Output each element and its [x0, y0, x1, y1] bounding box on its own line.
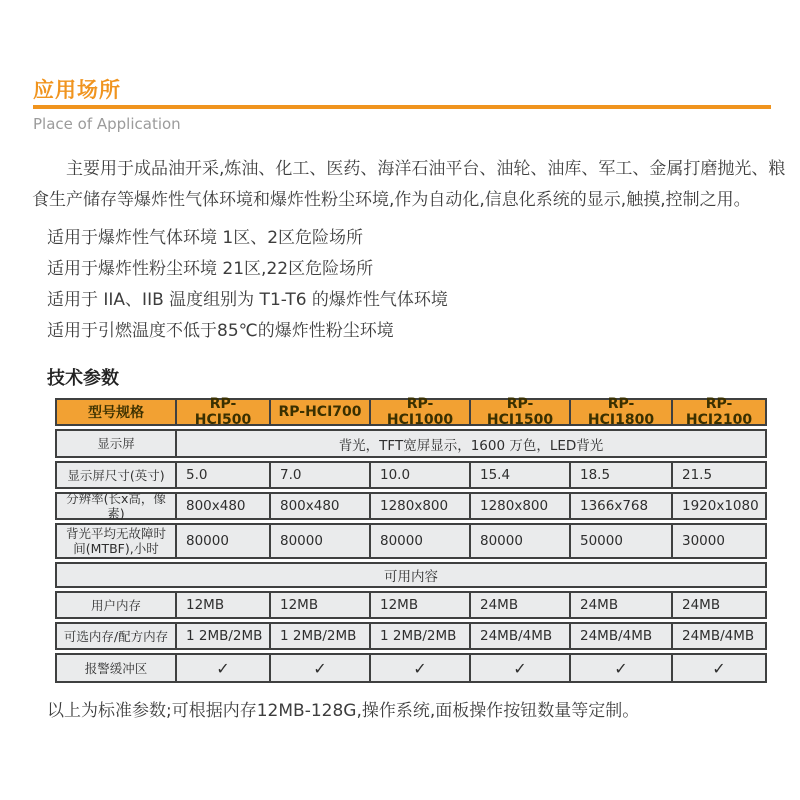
data-cell: 12MB [175, 591, 271, 619]
model-name-header-cell: RP-HCI2100 [671, 398, 767, 426]
data-cell: ✓ [569, 653, 673, 683]
section-title-en: Place of Application [33, 115, 181, 133]
data-cell: 15.4 [469, 461, 571, 489]
model-name-header-cell: RP-HCI1500 [469, 398, 571, 426]
data-cell: 24MB/4MB [569, 622, 673, 650]
data-cell: ✓ [269, 653, 371, 683]
row-label-cell: 报警缓冲区 [55, 653, 177, 683]
data-cell: ✓ [175, 653, 271, 683]
application-line: 适用于爆炸性粉尘环境 21区,22区危险场所 [47, 259, 374, 279]
data-cell: 1 2MB/2MB [175, 622, 271, 650]
table-row [55, 591, 767, 619]
full-span-cell: 可用内容 [55, 562, 767, 588]
section-title-zh: 应用场所 [33, 78, 121, 102]
data-cell: 7.0 [269, 461, 371, 489]
table-row [55, 653, 767, 683]
application-line: 适用于引燃温度不低于85℃的爆炸性粉尘环境 [47, 321, 394, 341]
data-cell: 1 2MB/2MB [369, 622, 471, 650]
data-cell: 30000 [671, 523, 767, 559]
table-row [55, 622, 767, 650]
intro-paragraph: 主要用于成品油开采,炼油、化工、医药、海洋石油平台、油轮、油库、军工、金属打磨抛光、粮食生产储存等爆炸性气体环境和爆炸性粉尘环境,作为自动化,信息化系统的显示,触摸,控制之用。 [32, 159, 786, 210]
data-cell: 5.0 [175, 461, 271, 489]
data-cell: 21.5 [671, 461, 767, 489]
data-cell: 24MB [671, 591, 767, 619]
application-lines [47, 223, 800, 347]
data-cell: 24MB [569, 591, 673, 619]
row-label-cell: 可选内存/配方内存 [55, 622, 177, 650]
accent-rule [33, 105, 771, 109]
table-row [55, 523, 767, 559]
application-line: 适用于 IIA、IIB 温度组别为 T1-T6 的爆炸性气体环境 [47, 290, 448, 310]
data-cell: 80000 [269, 523, 371, 559]
data-cell: 1280x800 [369, 492, 471, 520]
table-title: 技术参数 [47, 368, 119, 389]
data-cell: 1920x1080 [671, 492, 767, 520]
model-spec-header-cell: 型号规格 [55, 398, 177, 426]
data-cell: 1366x768 [569, 492, 673, 520]
data-cell: 1280x800 [469, 492, 571, 520]
data-cell: 24MB/4MB [671, 622, 767, 650]
table-row [55, 461, 767, 489]
data-cell: 18.5 [569, 461, 673, 489]
data-cell: 1 2MB/2MB [269, 622, 371, 650]
table-row [55, 429, 767, 458]
data-cell: 12MB [369, 591, 471, 619]
row-label-cell: 显示屏尺寸(英寸) [55, 461, 177, 489]
data-cell: 24MB/4MB [469, 622, 571, 650]
data-cell: ✓ [671, 653, 767, 683]
data-cell: 800x480 [175, 492, 271, 520]
spec-table [55, 398, 767, 683]
section-header [0, 0, 800, 133]
row-label-cell: 分辨率(长x高，像素) [55, 492, 177, 520]
table-row [55, 562, 767, 588]
row-label-cell: 背光平均无故障时间(MTBF),小时 [55, 523, 177, 559]
data-cell: 80000 [469, 523, 571, 559]
row-label-cell: 显示屏 [55, 429, 177, 458]
data-cell: ✓ [369, 653, 471, 683]
data-cell: 80000 [175, 523, 271, 559]
table-header-row [55, 398, 767, 426]
data-cell: 10.0 [369, 461, 471, 489]
data-cell: 800x480 [269, 492, 371, 520]
footer-note: 以上为标准参数;可根据内存12MB-128G,操作系统,面板操作按钮数量等定制。 [47, 701, 640, 721]
data-cell: 24MB [469, 591, 571, 619]
data-cell: 50000 [569, 523, 673, 559]
model-name-header-cell: RP-HCI700 [269, 398, 371, 426]
model-name-header-cell: RP-HCI500 [175, 398, 271, 426]
table-row [55, 492, 767, 520]
data-cell: 12MB [269, 591, 371, 619]
model-name-header-cell: RP-HCI1000 [369, 398, 471, 426]
row-label-cell: 用户内存 [55, 591, 177, 619]
data-cell: 80000 [369, 523, 471, 559]
application-line: 适用于爆炸性气体环境 1区、2区危险场所 [47, 228, 364, 248]
data-cell: ✓ [469, 653, 571, 683]
model-name-header-cell: RP-HCI1800 [569, 398, 673, 426]
span-value-cell: 背光，TFT宽屏显示，1600 万色，LED背光 [175, 429, 767, 458]
